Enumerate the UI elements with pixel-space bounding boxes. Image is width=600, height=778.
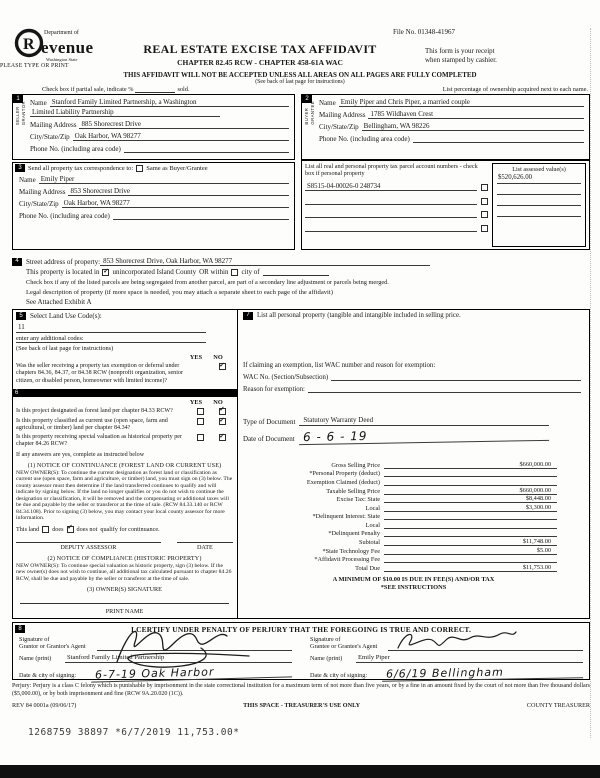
parcel-personal-checkbox-4 — [481, 225, 488, 232]
grantor-signature-line — [97, 642, 292, 651]
seller-grantor-box — [12, 94, 295, 160]
rev-form-number: REV 84 0001a (09/06/17) — [12, 702, 77, 710]
warning-line: THIS AFFIDAVIT WILL NOT BE ACCEPTED UNLESS ALL AREAS ON ALL PAGES ARE FULLY COMPLETED — [123, 71, 477, 79]
notice-continuance-title: (1) NOTICE OF CONTINUANCE (FOREST LAND OR CURRENT USE) — [27, 461, 222, 469]
tax-correspondence-box — [12, 162, 295, 250]
buyer-name-value: Emily Piper and Chris Piper, a married couple — [339, 98, 584, 107]
delinquent-interest-state — [384, 512, 557, 520]
corr-name-value: Emily Piper — [39, 175, 289, 184]
yes-no-header-1: YES NO — [189, 354, 223, 362]
does-not-checkbox: ✓ — [67, 524, 73, 532]
owners-signature-line — [20, 593, 229, 604]
buyer-side-label: BUYER GRANTEE — [304, 101, 315, 125]
form-body — [12, 94, 590, 709]
buyer-citystatezip-value: Bellingham, WA 98226 — [362, 122, 584, 131]
sold-label: sold. — [177, 86, 190, 93]
buyer-name-label: Name — [319, 99, 336, 107]
scan-bottom-bar — [0, 765, 600, 778]
legal-description-value: See Attached Exhibit A — [26, 297, 92, 306]
doc-type-value: Statutory Warranty Deed — [299, 416, 549, 426]
exemption-claimed-deduct — [384, 478, 557, 486]
same-as-buyer-label: Same as Buyer/Grantee — [146, 164, 208, 172]
dept-of-revenue-logo — [14, 28, 134, 62]
footer-row — [12, 702, 590, 709]
logo-revenue-text: evenue — [41, 38, 94, 57]
see-back-instructions: (See back of last page for instructions) — [16, 345, 114, 353]
same-as-buyer-checkbox — [136, 165, 143, 172]
forest-yes-checkbox — [197, 408, 204, 415]
land-use-code-value: 11 — [16, 322, 206, 333]
parcel-number-value: S8515-04-00026-0 248734 — [305, 183, 477, 191]
seller-citystatezip-value: Oak Harbor, WA 98277 — [73, 132, 289, 141]
parcel-personal-checkbox-3 — [481, 211, 488, 218]
corr-citystatezip-value: Oak Harbor, WA 98277 — [62, 199, 289, 208]
historic-property-question: Is this property receiving special valuation as historical property per chapter 84.26 RCW? ✓ — [16, 432, 225, 448]
print-name-caption: PRINT NAME — [105, 608, 144, 616]
owners-signature-caption: (3) OWNER(S) SIGNATURE — [87, 586, 162, 594]
seller-name-line1: Stanford Family Limited Partnership, a Washington — [50, 98, 289, 107]
reason-exemption-label: Reason for exemption: — [243, 386, 305, 394]
section-2-badge: 2 — [302, 95, 312, 103]
buyer-phone-value — [413, 134, 584, 143]
unincorporated-checkbox: ✓ — [103, 267, 109, 275]
grantee-date-city-label: Date & city of signing: — [310, 672, 368, 680]
scan-artifact-line — [590, 28, 591, 738]
assessed-value-3 — [497, 196, 581, 206]
minimum-due-note: A MINIMUM OF $10.00 IS DUE IN FEE(S) AND/OR TAX *SEE INSTRUCTIONS — [332, 576, 495, 592]
parcel-personal-checkbox-1 — [481, 184, 488, 191]
certify-statement: I CERTIFY UNDER PENALTY OF PERJURY THAT THE FOREGOING IS TRUE AND CORRECT. — [131, 625, 471, 635]
reason-exemption-value — [308, 384, 581, 393]
receipt-note: This form is your receipt when stamped by cashier. — [425, 47, 497, 64]
excise-tax-local: $3,300.00 — [384, 504, 557, 512]
wac-number-label: WAC No. (Section/Subsection) — [243, 374, 329, 382]
seller-exemption-no-checkbox: ✓ — [219, 361, 225, 369]
section-8-badge: 8 — [15, 625, 25, 633]
delinquent-penalty — [384, 529, 557, 537]
buyer-address-label: Mailing Address — [319, 111, 366, 120]
seller-exemption-yes-cell — [189, 363, 211, 385]
grantor-name-print-value: Stanford Family Limited Partnership — [65, 654, 292, 663]
corr-phone-value — [113, 211, 289, 220]
buyer-phone-label: Phone No. (including area code) — [319, 135, 410, 144]
current-use-no-checkbox: ✓ — [219, 416, 225, 424]
parcel-blank-4 — [305, 224, 477, 232]
form-title: REAL ESTATE EXCISE TAX AFFIDAVIT — [143, 42, 377, 56]
subtotal: $11,748.00 — [384, 538, 557, 546]
section-1-badge: 1 — [13, 95, 23, 103]
cashier-receipt-stamp: 1268759 38897 *6/7/2019 11,753.00* — [28, 727, 240, 738]
parcel-personal-checkbox-2 — [481, 198, 488, 205]
assessed-value-2 — [497, 185, 581, 195]
taxable-selling-price: $660,000.00 — [384, 487, 557, 495]
grantee-name-print-value: Emily Piper — [356, 654, 583, 663]
partial-sale-label: Check box if partial sale, indicate % — [42, 86, 134, 93]
grantee-signature-line — [388, 642, 583, 651]
unincorporated-label: unincorporated Island County — [112, 268, 197, 277]
forest-land-question: Is this project designated as forest land per chapter 84.33 RCW? ✓ — [16, 406, 225, 414]
seller-address-value: 885 Shorecrest Drive — [79, 120, 289, 129]
seller-citystatezip-label: City/State/Zip — [30, 133, 70, 142]
corr-phone-label: Phone No. (including area code) — [19, 212, 110, 221]
logo-department-of: Department of — [44, 30, 79, 36]
land-use-column — [13, 310, 238, 618]
historic-yes-checkbox — [197, 434, 204, 441]
gross-selling-price: $660,000.00 — [384, 461, 557, 469]
forest-no-checkbox: ✓ — [219, 406, 225, 414]
partial-sale-blank — [135, 86, 175, 93]
if-yes-note: If any answers are yes, complete as instructed below — [16, 451, 145, 458]
seller-address-label: Mailing Address — [30, 121, 77, 130]
corr-address-label: Mailing Address — [19, 188, 66, 197]
street-address-value: 853 Shorecrest Drive, Oak Harbor, WA 98277 — [100, 257, 430, 266]
section-6-bar — [13, 389, 237, 397]
seller-phone-value — [124, 144, 289, 153]
personal-property-deduct — [384, 469, 557, 477]
affidavit-processing-fee — [384, 555, 557, 563]
seller-exemption-question: Was the seller receiving a property tax exemption or deferral under chapters 84.36, 84.37, or 84.38 RCW (nonprofit organization, senior citizen, or disabled person, homeowner with limited income)? ✓ — [16, 361, 225, 384]
or-within-label: OR within — [199, 268, 229, 277]
doc-date-value: 6 - 6 - 19 — [299, 426, 550, 445]
historic-no-checkbox: ✓ — [219, 432, 225, 440]
parcel-blank-2 — [305, 197, 477, 205]
section-5-badge: 5 — [16, 312, 26, 320]
parcel-blank-3 — [305, 210, 477, 218]
see-back-note: (See back of last page for instructions) — [255, 79, 345, 85]
personal-property-label: List all personal property (tangible and intangible included in selling price. — [257, 312, 461, 320]
additional-codes-label: enter any additional codes: — [16, 333, 206, 343]
corr-address-value: 853 Shorecrest Drive — [68, 187, 289, 196]
buyer-grantee-box — [301, 94, 590, 160]
grantor-date-city-value: 6-7-19 Oak Harbor — [91, 663, 292, 682]
please-type-or-print: PLEASE TYPE OR PRINT — [0, 63, 69, 69]
svg-text:R: R — [23, 36, 35, 53]
assessed-value-1: $520,626.00 — [497, 174, 581, 184]
does-checkbox — [42, 526, 49, 533]
section-7-badge: 7 — [243, 312, 253, 320]
grantor-date-city-label: Date & city of signing: — [19, 672, 77, 680]
total-due: $11,753.00 — [384, 564, 557, 572]
file-number: File No. 01348-41967 — [393, 28, 456, 36]
qualify-row: This land does ✓ does not qualify for continuance. — [16, 524, 160, 533]
buyer-address-value: 1785 Wildhaven Crest — [368, 110, 584, 119]
excise-tax-state: $8,448.00 — [384, 495, 557, 503]
seller-name-label: Name — [30, 99, 47, 107]
grantor-signature-block: Signature of Grantor or Grantor's Agent Name (print) Stanford Family Limited Partnership Date & city of signing: 6-7-19 Oak Harbor — [19, 636, 292, 680]
deputy-date-label: DATE — [177, 542, 233, 551]
notice-continuance-body: NEW OWNER(S): To continue the current designation as forest land or classification as current use (open space, farm and agriculture, or timber) land, you must sign on (3) below. The county assessor must then determine if the land transferred continues to qualify and will indicate by signing below. If the land no longer qualifies or you do not wish to continue the designation or classification, it will be removed and the compensating or additional taxes will be due and payable by the seller or transferor at the time of sale. (RCW 84.33.140 or RCW 84.34.108). Prior to signing (3) below, you may contact your local county assessor for more information. — [16, 469, 233, 522]
exemption-block — [243, 362, 581, 393]
revenue-r-icon — [14, 28, 44, 58]
doc-date-label: Date of Document — [243, 435, 295, 444]
grantee-name-print-label: Name (print) — [310, 655, 343, 663]
assessed-header: List assessed value(s) — [512, 166, 566, 173]
located-in-label: This property is located in — [26, 268, 100, 277]
tax-computation-column — [238, 310, 589, 618]
seller-side-label: SELLER GRANTOR — [15, 101, 26, 126]
legal-description-label: Legal description of property (if more space is needed, you may attach a separate sheet to each page of the affidavit) — [26, 289, 333, 297]
deputy-assessor-label: DEPUTY ASSESSOR — [16, 542, 161, 551]
section-6-badge: 6 — [15, 389, 19, 396]
assessed-values-box — [492, 163, 586, 247]
exemption-label: If claiming an exemption, list WAC number and reason for exemption: — [243, 362, 436, 370]
wac-number-value — [331, 372, 581, 381]
county-treasurer-label: COUNTY TREASURER — [526, 702, 590, 710]
deputy-assessor-row — [16, 542, 233, 551]
segregated-note: Check box if any of the listed parcels are being segregated from another parcel, are part of a secondary line adjustment or parcels being merged. — [26, 279, 389, 287]
state-technology-fee: $5.00 — [384, 547, 557, 555]
section-3-badge: 3 — [15, 164, 25, 172]
current-use-question: Is this property classified as current use (open space, farm and agricultural, or timber) land per chapter 84.34? ✓ — [16, 416, 225, 431]
certification-section — [12, 622, 590, 680]
treasurers-use-only: THIS SPACE - TREASURER'S USE ONLY — [243, 702, 361, 710]
city-of-blank — [263, 269, 329, 276]
parcel-header: List all real and personal property tax parcel account numbers - check box if personal property — [305, 163, 478, 178]
ownership-note: List percentage of ownership acquired next to each name. — [442, 86, 588, 93]
notice-compliance-title: (2) NOTICE OF COMPLIANCE (HISTORIC PROPERTY) — [47, 554, 202, 562]
amounts-table: Gross Selling Price $660,000.00 *Personal Property (deduct) Exemption Claimed (deduct) Taxable Selling Price $660,000.00 Excise Tax: State $8,448.00 Local $3,300.00 *Delinquent Interest: State Local *Delinquent Penalty Subtotal $11,748.00 *State Technology Fee $5.00 *Affidavit Processing Fee Total Due $11,753.00 — [266, 460, 557, 572]
doc-type-label: Type of Document — [243, 418, 296, 427]
parcel-numbers-box — [301, 160, 590, 250]
notice-compliance-body: NEW OWNER(S): To continue special valuation as historic property, sign (3) below. If the new owner(s) does not wish to continue, all additional tax calculated pursuant to chapter 84.26 RCW, shall be due and payable by the seller or transferor at the time of sale. — [16, 562, 232, 582]
form-header — [0, 0, 600, 94]
grantee-signature-block: Signature of Grantee or Grantee's Agent Name (print) Emily Piper Date & city of signing: 6/6/19 Bellingham — [310, 636, 583, 680]
street-address-label: Street address of property: — [26, 257, 101, 266]
seller-phone-label: Phone No. (including area code) — [30, 145, 121, 154]
grantee-date-city-value: 6/6/19 Bellingham — [382, 664, 583, 682]
current-use-yes-checkbox — [197, 418, 204, 425]
yes-no-header-2: YES NO — [189, 398, 223, 406]
street-address-section — [12, 250, 590, 309]
perjury-paragraph: Perjury: Perjury is a class C felony which is punishable by imprisonment in the state correctional institution for a maximum term of not more than five years, or by a fine in an amount fixed by the court of not more than five thousand dollars ($5,000.00), or by both imprisonment and fine (RCW 9A.20.020 (1C)). — [12, 683, 590, 697]
form-chapter: CHAPTER 82.45 RCW - CHAPTER 458-61A WAC — [177, 58, 343, 67]
main-grid — [12, 309, 590, 619]
buyer-citystatezip-label: City/State/Zip — [319, 123, 359, 132]
document-block — [243, 414, 549, 443]
title-block — [130, 42, 390, 67]
corr-citystatezip-label: City/State/Zip — [19, 200, 59, 209]
correspondence-label: Send all property tax correspondence to: — [28, 164, 134, 172]
land-use-label: Select Land Use Code(s): — [30, 312, 102, 321]
city-of-label: city of — [241, 268, 260, 277]
city-of-checkbox — [231, 269, 238, 276]
partial-sale-row — [42, 86, 588, 93]
section-4-badge: 4 — [12, 258, 22, 266]
delinquent-interest-local — [384, 521, 557, 529]
logo-washington-state: Washington State — [46, 57, 78, 62]
assessed-value-4 — [497, 207, 581, 217]
seller-name-line2: Limited Liability Partnership — [30, 108, 220, 117]
corr-name-label: Name — [19, 176, 36, 184]
grantor-name-print-label: Name (print) — [19, 655, 52, 663]
